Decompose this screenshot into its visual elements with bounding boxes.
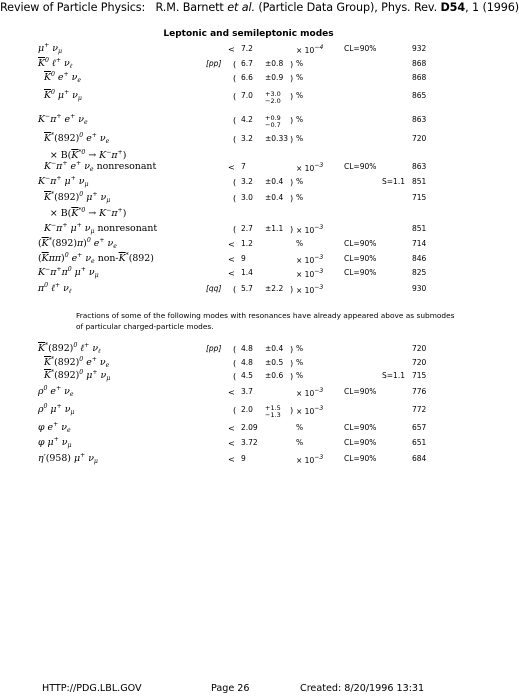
decay-mode: $\overline{K}^*(892)^0$ μ+ $\nu_\mu$	[43, 369, 111, 382]
paren-open: (	[233, 73, 237, 83]
paren-open: (	[233, 284, 237, 294]
journal-name: Review of Particle Physics:	[0, 1, 146, 14]
decay-row	[0, 44, 497, 58]
fraction-value: 2.0	[241, 405, 253, 414]
momentum-p: 651	[412, 438, 427, 447]
fraction-unit: × $10^{-3}$	[296, 387, 324, 398]
fraction-error: ±0.8	[265, 59, 284, 68]
pages: , 1 (1996)	[465, 1, 519, 14]
fraction-unit: %	[296, 115, 304, 124]
confidence-level: CL=90%	[344, 239, 377, 248]
decay-mode: K−π+ μ+ $\nu_\mu$	[38, 175, 89, 188]
momentum-p: 715	[412, 193, 427, 202]
limit-sign: <	[228, 162, 235, 172]
paren-close: )	[290, 371, 294, 381]
momentum-p: 932	[412, 44, 427, 53]
momentum-p: 868	[412, 59, 427, 68]
et-al: et al.	[227, 1, 255, 14]
footnote-tag: [pp]	[206, 344, 222, 353]
paren-open: (	[233, 371, 237, 381]
decay-mode: $K^-\pi^+\pi^0$ μ+ $\nu_\mu$	[38, 266, 99, 279]
fraction-error: ±0.4	[265, 177, 284, 186]
decay-row	[0, 162, 497, 176]
fraction-value: 6.6	[241, 73, 253, 82]
paren-open: (	[233, 224, 237, 234]
decay-row	[0, 268, 497, 282]
fraction-value: 7	[241, 162, 246, 171]
momentum-p: 851	[412, 177, 427, 186]
confidence-level: CL=90%	[344, 162, 377, 171]
limit-sign: <	[228, 268, 235, 278]
paren-close: )	[290, 59, 294, 69]
fraction-error: +1.5 −1.3	[265, 404, 281, 419]
fraction-unit: %	[296, 73, 304, 82]
decay-row	[0, 371, 497, 385]
fraction-unit: %	[296, 134, 304, 143]
decay-mode: × $B(\overline{K}^{*0} \to K^-\pi^+)$	[49, 149, 127, 161]
fraction-unit: × $10^{-3}$	[296, 454, 324, 465]
fraction-unit: × $10^{-3}$	[296, 268, 324, 279]
fraction-value: 2.09	[241, 423, 258, 432]
decay-row	[0, 454, 497, 468]
decay-mode: $\overline{K}^*(892)^0$ μ+ $\nu_\mu$	[43, 191, 111, 204]
volume: D54	[440, 1, 466, 14]
footer-created: Created: 8/20/1996 13:31	[300, 683, 425, 694]
fraction-unit: × $10^{-3}$	[296, 254, 324, 265]
limit-sign: <	[228, 438, 235, 448]
decay-mode: $\overline{K}^0$ e+ $\nu_e$	[43, 71, 81, 84]
decay-mode: $\overline{K}^*(892)^0$ e+ $\nu_e$	[43, 356, 110, 369]
paren-close: )	[290, 134, 294, 144]
limit-sign: <	[228, 423, 235, 433]
fraction-unit: %	[296, 59, 304, 68]
momentum-p: 825	[412, 268, 427, 277]
decay-mode: × $B(\overline{K}^{*0} \to K^-\pi^+)$	[49, 207, 127, 219]
momentum-p: 851	[412, 224, 427, 233]
paren-open: (	[233, 177, 237, 187]
momentum-p: 930	[412, 284, 427, 293]
decay-mode: $(\overline{K}^*(892)\pi)^0$ e+ $\nu_e$	[38, 237, 117, 250]
momentum-p: 863	[412, 162, 427, 171]
limit-sign: <	[228, 44, 235, 54]
decay-mode: K−π+ e+ $\nu_e$ nonresonant	[38, 160, 157, 173]
scale-factor: S=1.1	[382, 177, 405, 186]
momentum-p: 846	[412, 254, 427, 263]
momentum-p: 720	[412, 134, 427, 143]
decay-mode: $\rho^0$ e+ $\nu_e$	[38, 385, 74, 398]
fraction-unit: %	[296, 358, 304, 367]
decay-mode: $\overline{K}^*(892)^0$ ℓ+ $\nu_\ell$	[38, 342, 101, 355]
fraction-value: 2.7	[241, 224, 253, 233]
confidence-level: CL=90%	[344, 423, 377, 432]
paren-open: (	[233, 134, 237, 144]
decay-mode: $\pi^0$ ℓ+ $\nu_\ell$	[38, 282, 72, 295]
paren-open: (	[233, 59, 237, 69]
momentum-p: 720	[412, 344, 427, 353]
decay-mode: $(\overline{K}\pi\pi)^0$ e+ $\nu_e$ non-$\overline{K}^*(892)$	[38, 252, 154, 265]
decay-row	[0, 73, 497, 87]
paren-close: )	[290, 115, 294, 125]
fraction-unit: × $10^{-3}$	[296, 162, 324, 173]
fraction-error: ±0.6	[265, 371, 284, 380]
momentum-p: 714	[412, 239, 427, 248]
decay-row	[0, 387, 497, 401]
fraction-value: 3.7	[241, 387, 253, 396]
decay-mode: φ μ+ $\nu_\mu$	[38, 436, 72, 449]
paren-open: (	[233, 358, 237, 368]
decay-row	[0, 284, 497, 298]
scale-factor: S=1.1	[382, 371, 405, 380]
decay-row	[0, 438, 497, 452]
fraction-value: 5.7	[241, 284, 253, 293]
fraction-unit: %	[296, 239, 304, 248]
decay-mode: μ+ $\nu_\mu$	[38, 42, 62, 55]
fraction-unit: %	[296, 344, 304, 353]
fraction-error: ±0.4	[265, 193, 284, 202]
fraction-value: 4.8	[241, 344, 253, 353]
confidence-level: CL=90%	[344, 268, 377, 277]
fraction-error: +3.0 −2.0	[265, 90, 281, 105]
decay-mode: K−π+ e+ $\nu_e$	[38, 113, 88, 126]
decay-mode: η′(958) μ+ $\nu_\mu$	[38, 452, 98, 465]
paren-close: )	[290, 405, 294, 415]
fraction-value: 3.0	[241, 193, 253, 202]
footer-page: Page 26	[211, 683, 250, 694]
paren-open: (	[233, 193, 237, 203]
paren-close: )	[290, 91, 294, 101]
decay-row	[0, 193, 497, 207]
footer-url: HTTP://PDG.LBL.GOV	[42, 683, 142, 694]
decay-row	[0, 209, 497, 223]
confidence-level: CL=90%	[344, 454, 377, 463]
paren-open: (	[233, 344, 237, 354]
fraction-value: 9	[241, 254, 246, 263]
fraction-unit: %	[296, 177, 304, 186]
limit-sign: <	[228, 254, 235, 264]
decay-mode: K−π+ μ+ $\nu_\mu$ nonresonant	[38, 222, 158, 235]
fraction-value: 3.2	[241, 134, 253, 143]
fraction-unit: × $10^{-4}$	[296, 44, 324, 55]
fraction-value: 3.2	[241, 177, 253, 186]
fraction-error: ±1.1	[265, 224, 284, 233]
momentum-p: 865	[412, 91, 427, 100]
momentum-p: 715	[412, 371, 427, 380]
paren-close: )	[290, 193, 294, 203]
decay-mode: $\overline{K}^0$ μ+ $\nu_\mu$	[43, 89, 82, 102]
limit-sign: <	[228, 454, 235, 464]
fraction-value: 4.2	[241, 115, 253, 124]
fraction-value: 7.2	[241, 44, 253, 53]
momentum-p: 772	[412, 405, 427, 414]
decay-mode: $\rho^0$ μ+ $\nu_\mu$	[38, 403, 75, 416]
confidence-level: CL=90%	[344, 44, 377, 53]
footnote-tag: [qq]	[206, 284, 222, 293]
fraction-error: ±0.9	[265, 73, 284, 82]
decay-row	[0, 224, 497, 238]
fraction-value: 6.7	[241, 59, 253, 68]
fraction-value: 3.72	[241, 438, 258, 447]
fraction-unit: × $10^{-3}$	[296, 284, 324, 295]
decay-row	[0, 115, 497, 129]
paren-open: (	[233, 91, 237, 101]
section-title: Leptonic and semileptonic modes	[163, 29, 334, 39]
fraction-value: 9	[241, 454, 246, 463]
paren-close: )	[290, 177, 294, 187]
fraction-unit: %	[296, 438, 304, 447]
fraction-value: 1.2	[241, 239, 253, 248]
resonance-note: Fractions of some of the following modes with resonances have already appeared above as submodes of particular charged-particle modes.	[76, 311, 455, 331]
momentum-p: 684	[412, 454, 427, 463]
author: R.M. Barnett	[155, 1, 224, 14]
paren-close: )	[290, 358, 294, 368]
momentum-p: 776	[412, 387, 427, 396]
fraction-unit: %	[296, 371, 304, 380]
paren-close: )	[290, 73, 294, 83]
fraction-error: ±0.4	[265, 344, 284, 353]
paren-open: (	[233, 405, 237, 415]
confidence-level: CL=90%	[344, 387, 377, 396]
fraction-unit: × $10^{-3}$	[296, 405, 324, 416]
confidence-level: CL=90%	[344, 438, 377, 447]
fraction-value: 7.0	[241, 91, 253, 100]
decay-row	[0, 405, 497, 419]
confidence-level: CL=90%	[344, 254, 377, 263]
fraction-error: ±0.5	[265, 358, 284, 367]
fraction-unit: × $10^{-3}$	[296, 224, 324, 235]
decay-mode: φ e+ $\nu_e$	[38, 421, 71, 434]
paren-close: )	[290, 284, 294, 294]
page-header	[0, 1, 519, 14]
fraction-error: +0.9 −0.7	[265, 114, 281, 129]
momentum-p: 863	[412, 115, 427, 124]
fraction-unit: %	[296, 423, 304, 432]
momentum-p: 657	[412, 423, 427, 432]
paren-open: (	[233, 115, 237, 125]
decay-mode: $\overline{K}^*(892)^0$ e+ $\nu_e$	[43, 132, 110, 145]
fraction-unit: %	[296, 91, 304, 100]
fraction-error: ±0.33	[265, 134, 288, 143]
fraction-value: 4.8	[241, 358, 253, 367]
group: (Particle Data Group), Phys. Rev.	[258, 1, 438, 14]
decay-row	[0, 177, 497, 191]
momentum-p: 868	[412, 73, 427, 82]
fraction-value: 4.5	[241, 371, 253, 380]
paren-close: )	[290, 344, 294, 354]
decay-row	[0, 239, 497, 253]
fraction-unit: %	[296, 193, 304, 202]
decay-mode: $\overline{K}^0$ ℓ+ $\nu_\ell$	[38, 57, 73, 70]
decay-row	[0, 91, 497, 105]
decay-row	[0, 134, 497, 148]
momentum-p: 720	[412, 358, 427, 367]
footnote-tag: [pp]	[206, 59, 222, 68]
limit-sign: <	[228, 239, 235, 249]
fraction-error: ±2.2	[265, 284, 284, 293]
decay-row	[0, 423, 497, 437]
limit-sign: <	[228, 387, 235, 397]
paren-close: )	[290, 224, 294, 234]
fraction-value: 1.4	[241, 268, 253, 277]
